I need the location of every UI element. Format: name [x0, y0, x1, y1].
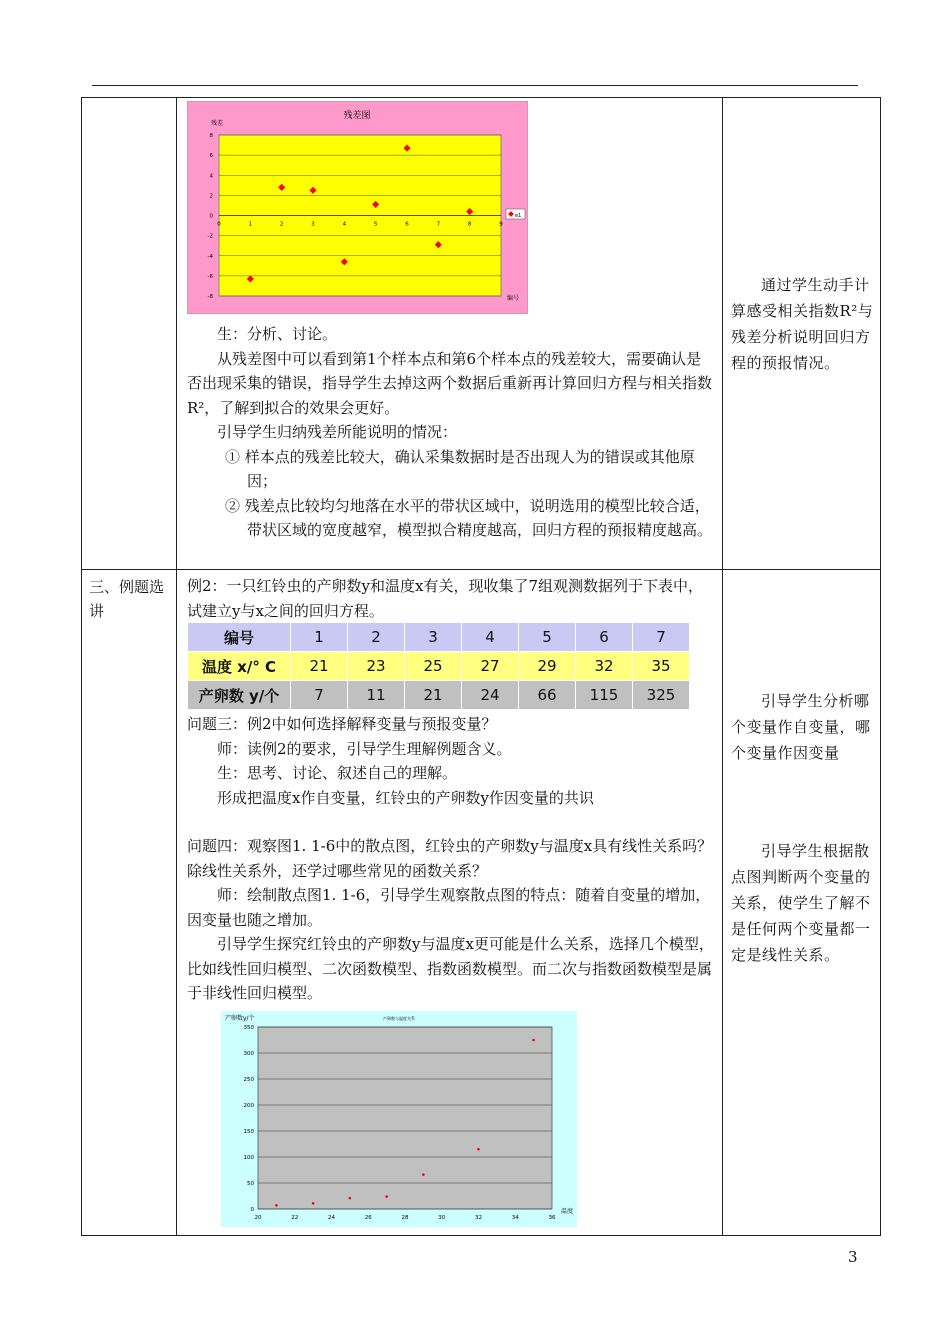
data-point: [385, 1195, 388, 1198]
x-tick-label: 6: [405, 221, 409, 228]
table-cell: 32: [576, 652, 633, 681]
chart-title: 产卵数与温度关系: [383, 1016, 415, 1021]
row-divider: [81, 569, 881, 570]
table-cell: 5: [519, 623, 576, 652]
y-tick-label: 150: [243, 1129, 254, 1135]
table-header: 编号: [188, 623, 291, 652]
x-tick-label: 4: [342, 221, 347, 228]
x-tick-label: 24: [328, 1215, 335, 1221]
y-tick-label: 300: [243, 1051, 254, 1057]
row1-note: [731, 272, 875, 376]
y-tick-label: 4: [209, 173, 213, 180]
x-tick-label: 3: [311, 221, 315, 228]
y-tick-label: -8: [207, 294, 213, 300]
table-cell: 27: [462, 652, 519, 681]
table-header: 产卵数 y/个: [188, 681, 291, 710]
x-tick-label: 0: [217, 221, 221, 228]
y-tick-label: 100: [243, 1155, 254, 1161]
residual-chart: [187, 101, 528, 314]
table-cell: 66: [519, 681, 576, 710]
table-cell: 7: [633, 623, 690, 652]
table-cell: 23: [348, 652, 405, 681]
table-cell: 7: [291, 681, 348, 710]
page-number: 3: [848, 1248, 858, 1266]
note-text: 引导学生分析哪个变量作自变量，哪个变量作因变量: [731, 692, 871, 762]
consensus-line: 形成把温度x作自变量，红铃虫的产卵数y作因变量的共识: [217, 788, 594, 807]
guide-line: 引导学生归纳残差所能说明的情况：: [217, 423, 458, 441]
note-text: 引导学生根据散点图判断两个变量的关系，使学生了解不是任何两个变量都一定是线性关系。: [731, 842, 871, 964]
table-row: [188, 652, 690, 681]
student-line: 生：分析、讨论。: [217, 325, 338, 343]
x-tick-label: 36: [548, 1215, 556, 1221]
table-cell: 3: [405, 623, 462, 652]
x-tick-label: 20: [254, 1215, 262, 1221]
x-axis-label: 温度: [561, 1208, 574, 1215]
table-cell: 11: [348, 681, 405, 710]
x-tick-label: 7: [436, 221, 441, 228]
x-tick-label: 22: [291, 1215, 299, 1221]
table-cell: 115: [576, 681, 633, 710]
header-rule: [92, 85, 858, 86]
table-header: 温度 x/° C: [188, 652, 291, 681]
table-cell: 4: [462, 623, 519, 652]
x-tick-label: 9: [499, 221, 503, 228]
y-tick-label: 350: [243, 1025, 254, 1031]
row2-note-1: [731, 688, 875, 766]
y-tick-label: -6: [207, 273, 213, 280]
table-cell: 2: [348, 623, 405, 652]
y-axis-label: 残差: [211, 120, 224, 127]
y-tick-label: 8: [209, 133, 213, 139]
discussion-text: [187, 712, 715, 1006]
y-axis-label: 产卵数y/个: [225, 1015, 255, 1022]
example-text: [187, 574, 715, 623]
y-tick-label: 6: [209, 153, 213, 160]
plot-area: [258, 1027, 552, 1209]
table-cell: 25: [405, 652, 462, 681]
y-tick-label: -2: [207, 233, 213, 240]
table-row: [188, 623, 690, 652]
table-cell: 1: [291, 623, 348, 652]
x-tick-label: 5: [373, 221, 378, 228]
teacher-line: 师：读例2的要求，引导学生理解例题含义。: [217, 739, 512, 758]
list-item: ① 样本点的残差比较大，确认采集数据时是否出现人为的错误或其他原因；: [225, 447, 695, 490]
student-line: 生：思考、讨论、叙述自己的理解。: [217, 764, 458, 782]
table-cell: 325: [633, 681, 690, 710]
scatter-chart: [221, 1011, 577, 1227]
table-cell: 24: [462, 681, 519, 710]
y-tick-label: -4: [207, 253, 213, 260]
column-divider: [722, 97, 723, 1236]
table-cell: 21: [291, 652, 348, 681]
x-tick-label: 1: [248, 221, 253, 228]
data-point: [312, 1202, 315, 1205]
example-paragraph: 例2：一只红铃虫的产卵数y和温度x有关，现收集了7组观测数据列于下表中，试建立y与x之间的回归方程。: [187, 577, 704, 620]
row2-note-2: [731, 838, 875, 968]
column-divider: [176, 97, 177, 1236]
x-tick-label: 30: [438, 1215, 446, 1221]
list-item: ② 残差点比较均匀地落在水平的带状区域中，说明选用的模型比较合适，带状区域的宽度越窄，模型拟合精度越高，回归方程的预报精度越高。: [225, 496, 713, 539]
teacher-line: 师：绘制散点图1. 1-6，引导学生观察散点图的特点：随着自变量的增加，因变量也随之增加。: [187, 886, 711, 929]
section-label: 三、例题选讲: [89, 578, 165, 620]
x-tick-label: 32: [475, 1215, 482, 1221]
x-tick-label: 26: [364, 1215, 372, 1221]
x-axis-label: 编号: [507, 295, 520, 302]
table-cell: 29: [519, 652, 576, 681]
y-tick-label: 0: [209, 213, 213, 220]
question-three: 问题三：例2中如何选择解释变量与预报变量？: [187, 715, 497, 733]
legend-label: e1: [515, 213, 522, 219]
row1-text: [187, 322, 715, 543]
x-tick-label: 34: [511, 1215, 519, 1221]
data-point: [275, 1204, 278, 1207]
x-tick-label: 28: [401, 1215, 409, 1221]
data-point: [422, 1173, 425, 1176]
question-four: 问题四：观察图1. 1-6中的散点图，红铃虫的产卵数y与温度x具有线性关系吗？除线性关系外，还学过哪些常见的函数关系？: [187, 837, 713, 880]
x-tick-label: 2: [279, 221, 284, 228]
table-cell: 35: [633, 652, 690, 681]
x-tick-label: 8: [467, 221, 472, 228]
guide-paragraph: 引导学生探究红铃虫的产卵数y与温度x更可能是什么关系，选择几个模型，比如线性回归模型、二次函数模型、指数函数模型。而二次与指数函数模型是属于非线性回归模型。: [187, 935, 714, 1002]
analysis-paragraph: 从残差图中可以看到第1个样本点和第6个样本点的残差较大，需要确认是否出现采集的错误，指导学生去掉这两个数据后重新再计算回归方程与相关指数R²，了解到拟合的效果会更好。: [187, 349, 713, 417]
data-table: [187, 622, 690, 710]
y-tick-label: 0: [250, 1207, 254, 1213]
table-cell: 21: [405, 681, 462, 710]
data-point: [477, 1148, 480, 1151]
note-text: 通过学生动手计算感受相关指数R²与残差分析说明回归方程的预报情况。: [731, 276, 874, 372]
y-tick-label: 250: [243, 1077, 254, 1083]
chart-title: 残差图: [343, 111, 371, 121]
y-tick-label: 2: [209, 193, 213, 200]
table-row: [188, 681, 690, 710]
table-cell: 6: [576, 623, 633, 652]
data-point: [532, 1039, 535, 1042]
y-tick-label: 200: [243, 1103, 254, 1109]
y-tick-label: 50: [247, 1181, 254, 1187]
data-point: [349, 1197, 352, 1200]
